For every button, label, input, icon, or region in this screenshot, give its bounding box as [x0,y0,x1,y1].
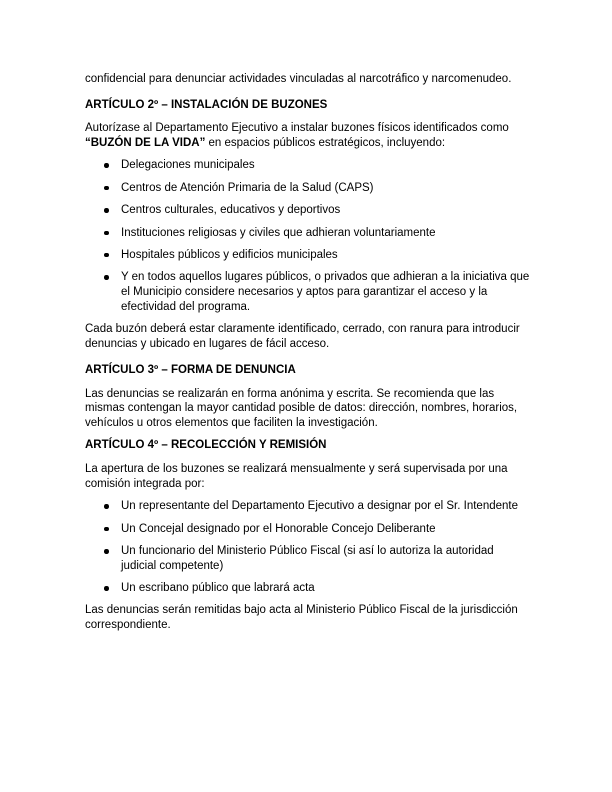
buzon-name: “BUZÓN DE LA VIDA” [85,136,206,149]
list-item [85,544,530,573]
bullet-icon [104,504,109,509]
list-item [85,226,530,241]
list-item [85,181,530,196]
bullet-icon [104,231,109,236]
list-item-text: Un escribano público que labrará acta [121,582,315,595]
article-2 [85,98,530,352]
document-page [85,72,530,633]
list-item [85,248,530,263]
list-item-text: Instituciones religiosas y civiles que adhieran voluntariamente [121,226,436,239]
list-item-text: Centros de Atención Primaria de la Salud (CAPS) [121,181,374,194]
bullet-icon [104,586,109,591]
list-item [85,203,530,218]
article-3 [85,363,530,430]
list-item-text: Un funcionario del Ministerio Público Fiscal (si así lo autoriza la autoridad judicial competente) [121,545,494,572]
article-4-paragraph: La apertura de los buzones se realizará mensualmente y será supervisada por una comisión integrada por: [85,463,508,490]
article-2-heading: ARTÍCULO 2º – INSTALACIÓN DE BUZONES [85,98,328,111]
commission-list [85,499,530,595]
bullet-icon [104,208,109,213]
list-item [85,158,530,173]
list-item [85,581,530,596]
bullet-icon [104,253,109,258]
bullet-icon [104,186,109,191]
bullet-icon [104,527,109,532]
intro-paragraph: confidencial para denunciar actividades vinculadas al narcotráfico y narcomenudeo. [85,73,512,85]
bullet-icon [104,275,109,280]
list-item [85,499,530,514]
bullet-icon [104,549,109,554]
list-item-text: Un Concejal designado por el Honorable Concejo Deliberante [121,522,436,535]
article-2-text-end: en espacios públicos estratégicos, incluyendo: [205,136,446,149]
bullet-icon [104,163,109,168]
locations-list [85,158,530,314]
list-item-text: Delegaciones municipales [121,159,255,172]
article-2-text-start: Autorízase al Departamento Ejecutivo a instalar buzones físicos identificados como [85,122,509,135]
article-3-paragraph: Las denuncias se realizarán en forma anónima y escrita. Se recomienda que las mismas contengan la mayor cantidad posible de datos: dirección, nombres, horarios, vehículos u otros elementos que faciliten la investigación. [85,387,518,429]
list-item [85,270,530,314]
list-item-text: Un representante del Departamento Ejecutivo a designar por el Sr. Intendente [121,500,518,513]
article-3-heading: ARTÍCULO 3º – FORMA DE DENUNCIA [85,364,296,377]
list-item [85,522,530,537]
article-4-closing: Las denuncias serán remitidas bajo acta al Ministerio Público Fiscal de la jurisdicción correspondiente. [85,604,518,631]
article-4-heading: ARTÍCULO 4º – RECOLECCIÓN Y REMISIÓN [85,439,327,452]
article-4 [85,438,530,632]
list-item-text: Y en todos aquellos lugares públicos, o privados que adhieran a la iniciativa que el Municipio considere necesarios y aptos para garantizar el acceso y la efectividad del programa. [121,271,530,313]
article-2-closing: Cada buzón deberá estar claramente identificado, cerrado, con ranura para introducir denuncias y ubicado en lugares de fácil acceso. [85,322,520,350]
list-item-text: Hospitales públicos y edificios municipales [121,248,338,261]
list-item-text: Centros culturales, educativos y deportivos [121,204,341,217]
article-2-paragraph [85,121,530,150]
